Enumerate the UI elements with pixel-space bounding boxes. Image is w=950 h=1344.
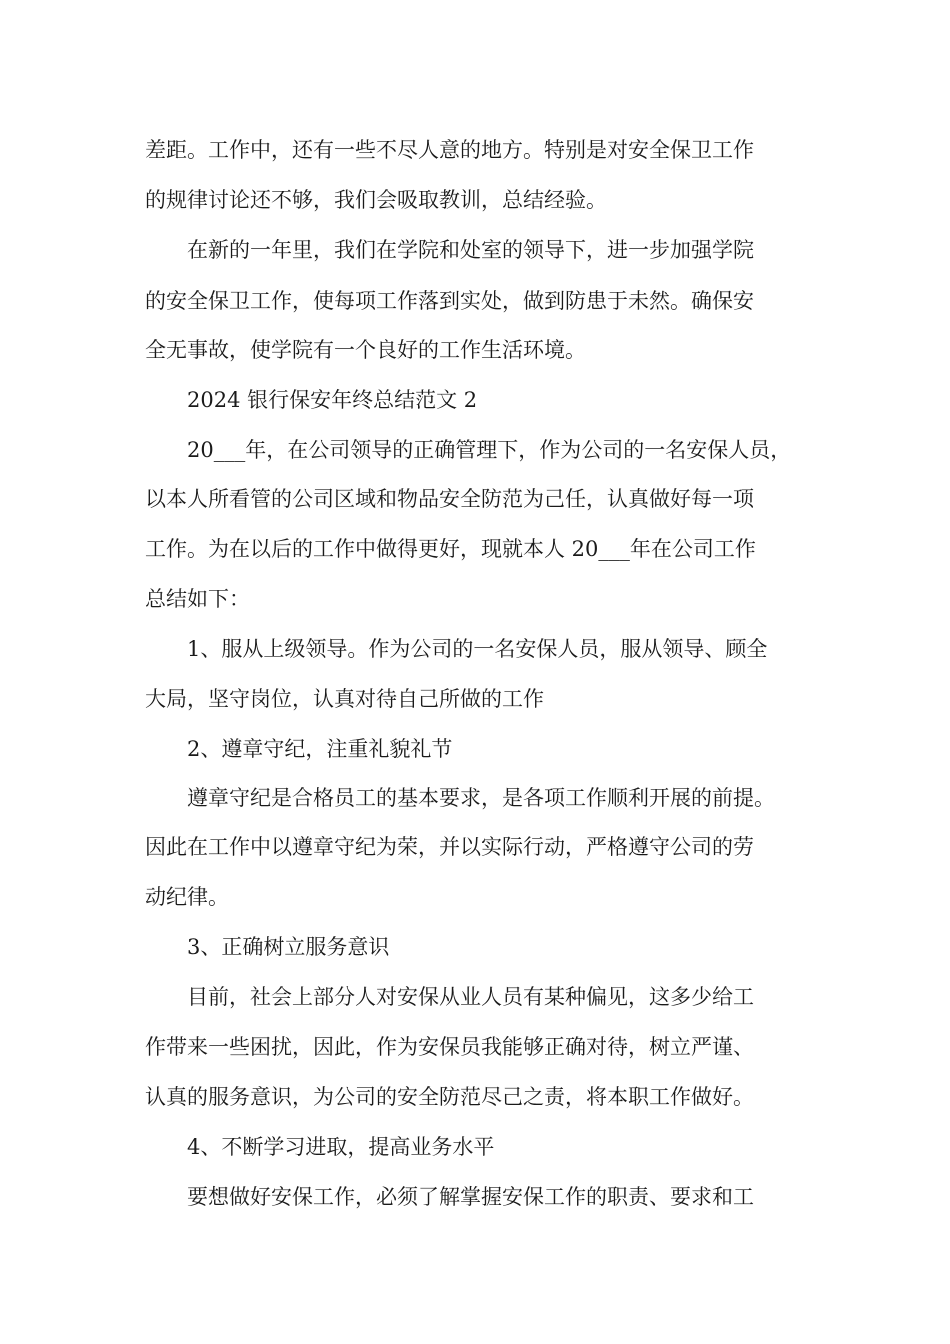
text-line: 目前，社会上部分人对安保从业人员有某种偏见，这多少给工 bbox=[187, 985, 754, 1009]
text-line: 的安全保卫工作，使每项工作落到实处，做到防患于未然。确保安 bbox=[145, 289, 754, 313]
text-line: 因此在工作中以遵章守纪为荣，并以实际行动，严格遵守公司的劳 bbox=[145, 835, 754, 859]
text-line: 大局，坚守岗位，认真对待自己所做的工作 bbox=[145, 687, 544, 711]
text-line: 遵章守纪是合格员工的基本要求，是各项工作顺利开展的前提。 bbox=[187, 786, 775, 810]
text-line: 全无事故，使学院有一个良好的工作生活环境。 bbox=[145, 338, 586, 362]
list-heading: 3、正确树立服务意识 bbox=[187, 935, 390, 959]
text-line: 差距。工作中，还有一些不尽人意的地方。特别是对安全保卫工作 bbox=[145, 138, 754, 162]
text-line: 动纪律。 bbox=[145, 885, 229, 909]
text-line: 作带来一些困扰，因此，作为安保员我能够正确对待，树立严谨、 bbox=[145, 1035, 754, 1059]
text-line: 在新的一年里，我们在学院和处室的领导下，进一步加强学院 bbox=[187, 238, 754, 262]
text-line: 要想做好安保工作，必须了解掌握安保工作的职责、要求和工 bbox=[187, 1185, 754, 1209]
text-line: 总结如下： bbox=[145, 587, 250, 611]
list-heading: 4、不断学习进取，提高业务水平 bbox=[187, 1135, 495, 1159]
text-line: 以本人所看管的公司区域和物品安全防范为己任，认真做好每一项 bbox=[145, 487, 754, 511]
text-line: 1、服从上级领导。作为公司的一名安保人员，服从领导、顾全 bbox=[187, 637, 768, 661]
text-line: 认真的服务意识，为公司的安全防范尽己之责，将本职工作做好。 bbox=[145, 1085, 754, 1109]
list-heading: 2、遵章守纪，注重礼貌礼节 bbox=[187, 737, 453, 761]
text-line: 的规律讨论还不够，我们会吸取教训，总结经验。 bbox=[145, 188, 607, 212]
section-heading: 2024 银行保安年终总结范文 2 bbox=[187, 388, 478, 412]
text-line: 工作。为在以后的工作中做得更好，现就本人 20___年在公司工作 bbox=[145, 537, 756, 561]
text-line: 20___年，在公司领导的正确管理下，作为公司的一名安保人员， bbox=[187, 438, 792, 462]
